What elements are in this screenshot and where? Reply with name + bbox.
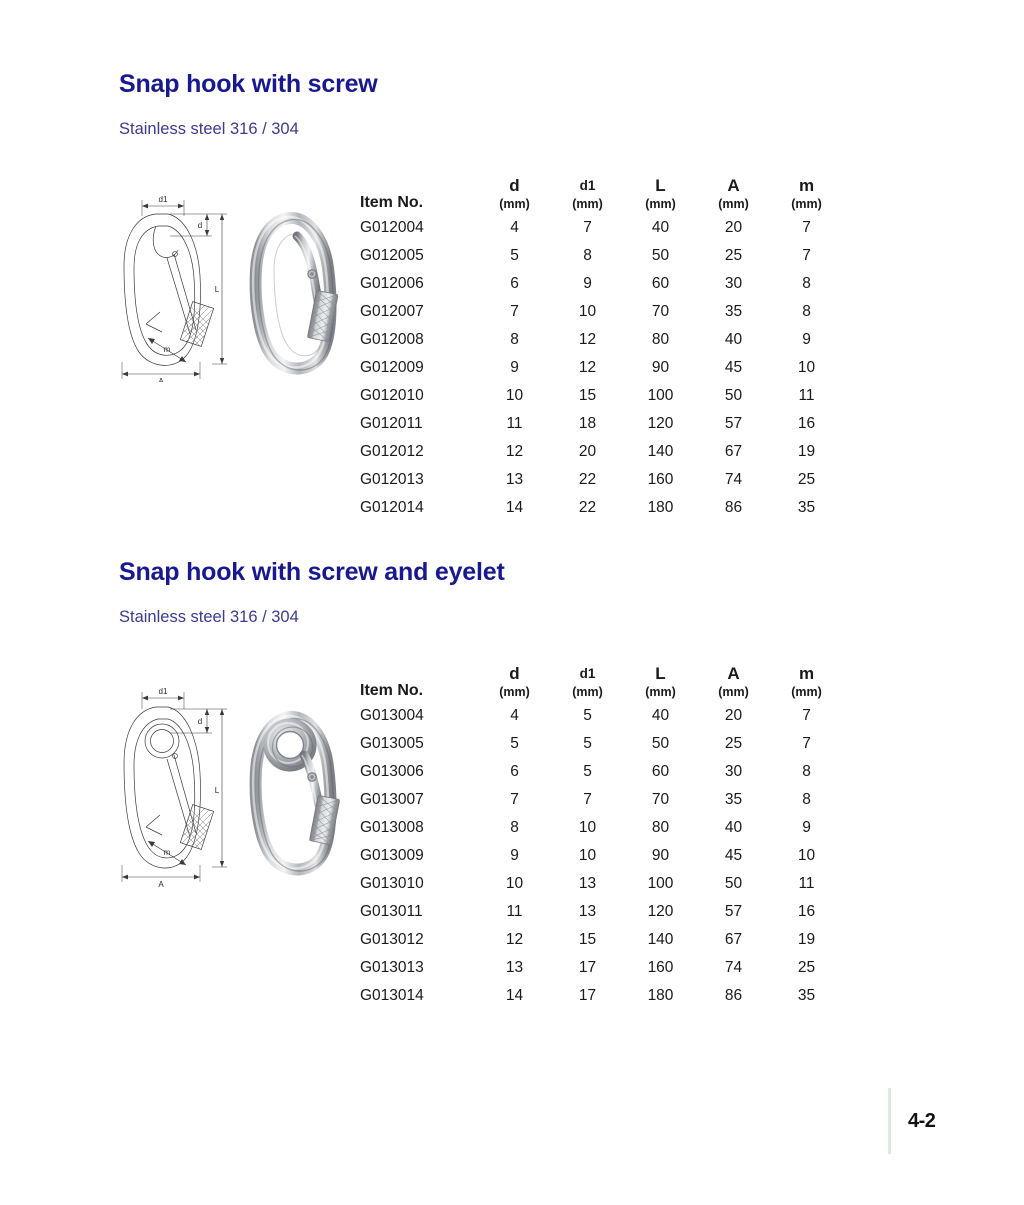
cell-value: 12 xyxy=(505,443,524,460)
column-header-d: d (mm) xyxy=(499,664,530,699)
table-row xyxy=(360,730,843,758)
cell-value: 45 xyxy=(724,359,743,376)
cell-item-no: G013010 xyxy=(360,875,424,892)
page-footer xyxy=(888,1088,935,1154)
cell-value: 11 xyxy=(798,387,815,404)
cell-value: 50 xyxy=(724,875,743,892)
drawing-label-A: A xyxy=(158,880,164,888)
table-row xyxy=(360,814,843,842)
cell-value: 86 xyxy=(724,499,743,516)
cell-value: 20 xyxy=(724,707,743,724)
spec-table-snap-hook-with-screw-and-eyelet xyxy=(360,664,843,1010)
cell-item-no: G012009 xyxy=(360,359,424,376)
cell-value: 15 xyxy=(578,387,597,404)
column-header-m: m (mm) xyxy=(791,664,822,699)
cell-value: 7 xyxy=(510,791,519,808)
product-photo-snap-hook-with-screw xyxy=(242,208,342,385)
table-row xyxy=(360,410,843,438)
cell-value: 8 xyxy=(802,303,811,320)
cell-item-no: G012006 xyxy=(360,275,424,292)
cell-value: 4 xyxy=(510,707,519,724)
section-subtitle-material: Stainless steel 316 / 304 xyxy=(119,120,299,138)
table-header-row xyxy=(360,176,843,214)
cell-value: 18 xyxy=(578,415,597,432)
table-row xyxy=(360,870,843,898)
cell-value: 14 xyxy=(505,987,524,1004)
cell-value: 45 xyxy=(724,847,743,864)
cell-value: 180 xyxy=(647,987,674,1004)
cell-item-no: G013014 xyxy=(360,987,424,1004)
drawing-label-d1: d1 xyxy=(158,195,168,204)
table-row xyxy=(360,270,843,298)
cell-value: 8 xyxy=(510,331,519,348)
cell-value: 5 xyxy=(583,763,592,780)
cell-value: 10 xyxy=(578,847,597,864)
cell-value: 10 xyxy=(578,303,597,320)
cell-value: 25 xyxy=(724,735,743,752)
cell-value: 30 xyxy=(724,275,743,292)
cell-value: 80 xyxy=(651,819,670,836)
cell-value: 7 xyxy=(802,735,811,752)
cell-value: 74 xyxy=(724,959,743,976)
table-row xyxy=(360,382,843,410)
table-row xyxy=(360,926,843,954)
cell-value: 14 xyxy=(505,499,524,516)
cell-value: 8 xyxy=(802,763,811,780)
product-photo-snap-hook-with-screw-and-eyelet xyxy=(242,693,342,883)
table-row xyxy=(360,242,843,270)
cell-item-no: G012012 xyxy=(360,443,424,460)
cell-value: 50 xyxy=(651,247,670,264)
cell-value: 35 xyxy=(797,499,816,516)
cell-value: 25 xyxy=(797,471,816,488)
cell-item-no: G013009 xyxy=(360,847,424,864)
cell-value: 6 xyxy=(510,275,519,292)
page-title: Snap hook with screw xyxy=(119,70,378,98)
table-row xyxy=(360,214,843,242)
footer-accent-bar xyxy=(888,1088,891,1154)
cell-value: 67 xyxy=(724,443,743,460)
cell-item-no: G012007 xyxy=(360,303,424,320)
cell-value: 19 xyxy=(797,931,816,948)
cell-value: 11 xyxy=(798,875,815,892)
table-body xyxy=(360,702,843,1010)
cell-value: 74 xyxy=(724,471,743,488)
cell-value: 6 xyxy=(510,763,519,780)
cell-value: 12 xyxy=(505,931,524,948)
cell-value: 57 xyxy=(724,415,743,432)
cell-value: 9 xyxy=(583,275,592,292)
cell-value: 5 xyxy=(583,707,592,724)
cell-value: 50 xyxy=(724,387,743,404)
cell-value: 20 xyxy=(578,443,597,460)
cell-value: 9 xyxy=(510,359,519,376)
cell-item-no: G013004 xyxy=(360,707,424,724)
cell-value: 16 xyxy=(797,415,816,432)
cell-value: 100 xyxy=(647,875,674,892)
cell-value: 86 xyxy=(724,987,743,1004)
table-row xyxy=(360,702,843,730)
cell-item-no: G013011 xyxy=(360,903,423,920)
cell-value: 90 xyxy=(651,359,670,376)
cell-value: 67 xyxy=(724,931,743,948)
cell-value: 140 xyxy=(647,931,674,948)
drawing-label-m: m xyxy=(163,345,171,354)
cell-value: 9 xyxy=(510,847,519,864)
cell-value: 90 xyxy=(651,847,670,864)
column-header-item-no: Item No. xyxy=(360,194,424,211)
table-row xyxy=(360,438,843,466)
cell-value: 16 xyxy=(797,903,816,920)
cell-value: 35 xyxy=(724,791,743,808)
drawing-label-A: A xyxy=(158,377,164,382)
cell-value: 17 xyxy=(578,987,597,1004)
table-row xyxy=(360,954,843,982)
cell-value: 7 xyxy=(583,219,592,236)
cell-value: 10 xyxy=(797,847,816,864)
cell-value: 57 xyxy=(724,903,743,920)
cell-value: 7 xyxy=(510,303,519,320)
cell-value: 5 xyxy=(583,735,592,752)
cell-item-no: G012014 xyxy=(360,499,424,516)
cell-value: 4 xyxy=(510,219,519,236)
cell-value: 60 xyxy=(651,275,670,292)
cell-value: 160 xyxy=(647,959,674,976)
cell-item-no: G013013 xyxy=(360,959,424,976)
cell-value: 17 xyxy=(578,959,597,976)
cell-item-no: G012010 xyxy=(360,387,424,404)
cell-value: 40 xyxy=(651,707,670,724)
cell-value: 12 xyxy=(578,359,597,376)
cell-value: 20 xyxy=(724,219,743,236)
cell-value: 40 xyxy=(724,819,743,836)
cell-value: 35 xyxy=(797,987,816,1004)
column-header-d: d (mm) xyxy=(499,176,530,211)
cell-value: 160 xyxy=(647,471,674,488)
table-row xyxy=(360,466,843,494)
cell-value: 13 xyxy=(578,875,597,892)
cell-item-no: G012005 xyxy=(360,247,424,264)
drawing-label-m: m xyxy=(163,848,171,857)
cell-value: 100 xyxy=(647,387,674,404)
cell-value: 19 xyxy=(797,443,816,460)
cell-item-no: G013012 xyxy=(360,931,424,948)
drawing-label-d: d xyxy=(197,221,203,230)
table-row xyxy=(360,298,843,326)
column-header-d1: d1 (mm) xyxy=(572,666,603,699)
drawing-label-d: d xyxy=(197,717,203,726)
cell-value: 8 xyxy=(583,247,592,264)
column-header-L: L (mm) xyxy=(645,664,676,699)
cell-value: 7 xyxy=(583,791,592,808)
cell-value: 8 xyxy=(510,819,519,836)
cell-value: 50 xyxy=(651,735,670,752)
column-header-d1: d1 (mm) xyxy=(572,178,603,211)
table-row xyxy=(360,354,843,382)
cell-value: 22 xyxy=(578,499,597,516)
cell-value: 13 xyxy=(505,959,524,976)
table-row xyxy=(360,842,843,870)
cell-item-no: G012008 xyxy=(360,331,424,348)
cell-value: 10 xyxy=(505,875,524,892)
table-row xyxy=(360,758,843,786)
cell-value: 9 xyxy=(802,819,811,836)
cell-value: 30 xyxy=(724,763,743,780)
cell-item-no: G013007 xyxy=(360,791,424,808)
cell-value: 9 xyxy=(802,331,811,348)
cell-item-no: G013008 xyxy=(360,819,424,836)
cell-value: 180 xyxy=(647,499,674,516)
column-header-m: m (mm) xyxy=(791,176,822,211)
section-subtitle-material: Stainless steel 316 / 304 xyxy=(119,608,299,626)
cell-value: 120 xyxy=(647,415,674,432)
table-header-row xyxy=(360,664,843,702)
technical-drawing-snap-hook-eyelet xyxy=(112,683,230,893)
technical-drawing-snap-hook xyxy=(112,192,230,387)
table-row xyxy=(360,494,843,522)
cell-value: 25 xyxy=(797,959,816,976)
cell-value: 5 xyxy=(510,247,519,264)
table-row xyxy=(360,326,843,354)
cell-value: 12 xyxy=(578,331,597,348)
cell-value: 40 xyxy=(724,331,743,348)
cell-value: 15 xyxy=(578,931,597,948)
cell-value: 13 xyxy=(505,471,524,488)
drawing-label-d1: d1 xyxy=(158,687,168,696)
spec-table-snap-hook-with-screw xyxy=(360,176,843,522)
cell-value: 10 xyxy=(505,387,524,404)
cell-value: 11 xyxy=(506,903,523,920)
table-row xyxy=(360,786,843,814)
column-header-item-no: Item No. xyxy=(360,682,424,699)
drawing-label-L: L xyxy=(214,786,220,795)
cell-value: 40 xyxy=(651,219,670,236)
section-title-snap-hook-with-screw-and-eyelet: Snap hook with screw and eyelet xyxy=(119,558,505,586)
column-header-L: L (mm) xyxy=(645,176,676,211)
table-body xyxy=(360,214,843,522)
cell-value: 8 xyxy=(802,275,811,292)
cell-value: 25 xyxy=(724,247,743,264)
cell-value: 140 xyxy=(647,443,674,460)
cell-item-no: G013005 xyxy=(360,735,424,752)
cell-value: 10 xyxy=(578,819,597,836)
column-header-A: A (mm) xyxy=(718,664,749,699)
cell-item-no: G013006 xyxy=(360,763,424,780)
table-row xyxy=(360,982,843,1010)
cell-value: 70 xyxy=(651,303,670,320)
cell-value: 13 xyxy=(578,903,597,920)
page-number: 4-2 xyxy=(908,1109,936,1132)
cell-value: 7 xyxy=(802,219,811,236)
drawing-label-L: L xyxy=(214,285,220,294)
cell-value: 7 xyxy=(802,707,811,724)
cell-value: 120 xyxy=(647,903,674,920)
cell-value: 10 xyxy=(797,359,816,376)
cell-value: 5 xyxy=(510,735,519,752)
cell-value: 35 xyxy=(724,303,743,320)
cell-value: 22 xyxy=(578,471,597,488)
cell-item-no: G012011 xyxy=(360,415,423,432)
table-row xyxy=(360,898,843,926)
cell-value: 11 xyxy=(506,415,523,432)
cell-value: 80 xyxy=(651,331,670,348)
cell-value: 70 xyxy=(651,791,670,808)
cell-value: 8 xyxy=(802,791,811,808)
cell-item-no: G012004 xyxy=(360,219,424,236)
cell-value: 7 xyxy=(802,247,811,264)
cell-value: 60 xyxy=(651,763,670,780)
column-header-A: A (mm) xyxy=(718,176,749,211)
cell-item-no: G012013 xyxy=(360,471,424,488)
